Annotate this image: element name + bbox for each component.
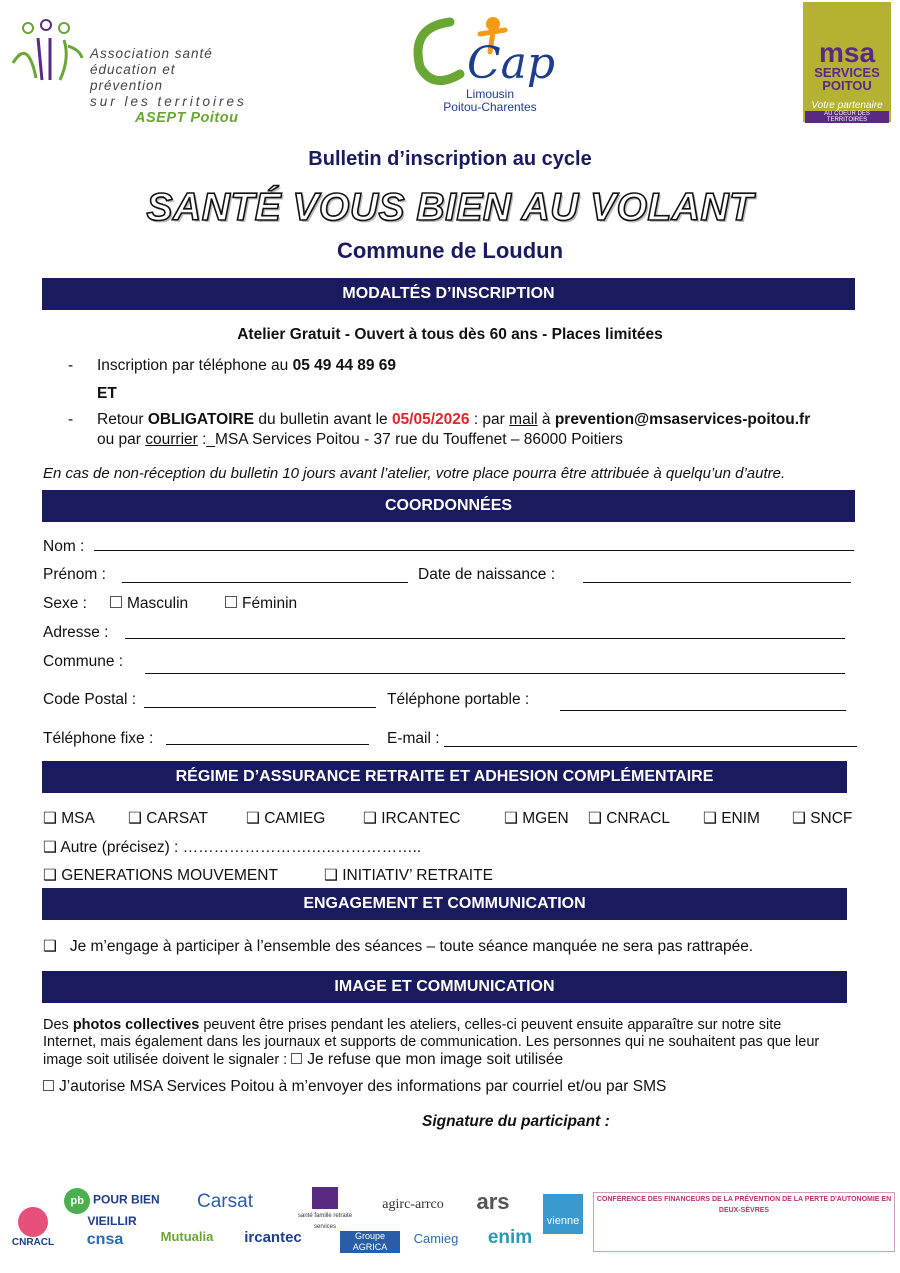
phone-number: 05 49 44 89 69: [292, 357, 397, 374]
option-ircantec[interactable]: ❑ IRCANTEC: [363, 810, 461, 827]
section-regime: RÉGIME D’ASSURANCE RETRAITE ET ADHESION COMPLÉMENTAIRE: [42, 761, 847, 793]
commune-title: Commune de Loudun: [336, 238, 564, 263]
logo-cnsa: cnsa: [86, 1231, 124, 1248]
logo-agirc-arrco: agirc-arrco: [382, 1197, 444, 1212]
image-para-2: Internet, mais également dans les journaux et supports de communication. Les personnes qui ne souhaitent pas que leur: [43, 1034, 820, 1050]
logo-cnracl: CNRACL: [8, 1207, 58, 1248]
form-title: Bulletin d’inscription au cycle: [308, 148, 592, 170]
logo-agrica: Groupe AGRICA: [340, 1231, 400, 1253]
msa-tagline: Votre partenaire: [811, 100, 883, 111]
field-commune[interactable]: [145, 673, 845, 674]
logo-mutualia: Mutualia: [160, 1229, 214, 1244]
field-prenom[interactable]: [122, 582, 408, 583]
label-tel-fixe: Téléphone fixe :: [43, 730, 154, 747]
field-naissance[interactable]: [583, 582, 851, 583]
cap-sub2: Poitou-Charentes: [443, 100, 537, 114]
option-initiativ[interactable]: ❑ INITIATIV’ RETRAITE: [324, 867, 493, 884]
option-sncf[interactable]: ❑ SNCF: [792, 810, 853, 827]
msa-line3: POITOU: [822, 78, 872, 93]
option-generations[interactable]: ❑ GENERATIONS MOUVEMENT: [43, 867, 278, 884]
logo-enim: enim: [487, 1227, 533, 1248]
cap-sub1: Limousin: [465, 87, 515, 101]
option-mgen[interactable]: ❑ MGEN: [504, 810, 569, 827]
asept-figures-icon: [8, 18, 88, 108]
field-nom[interactable]: [94, 550, 854, 551]
section-image: IMAGE ET COMMUNICATION: [42, 971, 847, 1003]
asept-logo: [8, 18, 253, 126]
msa-logo: [803, 2, 891, 122]
field-cp[interactable]: [144, 707, 376, 708]
checkbox-masculin[interactable]: Masculin: [110, 595, 188, 613]
modalites-item2-line2: ou par courrier :_MSA Services Poitou - 37 rue du Touffenet – 86000 Poitiers: [97, 431, 623, 448]
msa-line2: SERVICES: [814, 65, 880, 80]
msa-tagline2: AU COEUR DES TERRITOIRES: [805, 111, 889, 123]
option-camieg[interactable]: ❑ CAMIEG: [246, 810, 326, 827]
logo-pour-bien-vieillir: pb POUR BIEN VIEILLIR: [56, 1188, 168, 1228]
bullet-2: -: [68, 411, 74, 428]
logo-ars: ars: [476, 1189, 510, 1214]
checkbox-engagement[interactable]: ❑ Je m’engage à participer à l’ensemble des séances – toute séance manquée ne sera pas rattrapée.: [43, 938, 754, 955]
modalites-notice: En cas de non-réception du bulletin 10 jours avant l’atelier, votre place pourra être attribuée à quelqu’un d’autre.: [43, 465, 786, 482]
label-commune: Commune :: [43, 653, 124, 670]
option-cnracl[interactable]: ❑ CNRACL: [588, 810, 670, 827]
label-naissance: Date de naissance :: [418, 566, 556, 583]
label-tel-portable: Téléphone portable :: [387, 691, 530, 708]
asept-line1: Association santé: [90, 46, 213, 61]
logo-ircantec: ircantec: [244, 1229, 302, 1246]
modalites-et: ET: [97, 385, 117, 402]
section-modalites: MODALTÉS D’INSCRIPTION: [42, 278, 855, 310]
checkbox-autorise[interactable]: J’autorise MSA Services Poitou à m’envoyer des informations par courriel et/ou par SMS: [43, 1078, 666, 1096]
asept-line3: sur les territoires: [90, 94, 247, 109]
bullet-1: -: [68, 357, 74, 374]
field-tel-fixe[interactable]: [166, 744, 369, 745]
image-para-3: image soit utilisée doivent le signaler : Je refuse que mon image soit utilisée: [43, 1051, 564, 1068]
label-sexe: Sexe :: [43, 595, 87, 612]
section-coordonnees: COORDONNÉES: [42, 490, 855, 522]
checkbox-feminin[interactable]: Féminin: [225, 595, 297, 613]
section-engagement: ENGAGEMENT ET COMMUNICATION: [42, 888, 847, 920]
modalites-item2: Retour OBLIGATOIRE du bulletin avant le 05/05/2026 : par mail à prevention@msaservices-poitou.fr: [97, 411, 811, 428]
label-cp: Code Postal :: [43, 691, 137, 708]
image-para-1: Des photos collectives peuvent être prises pendant les ateliers, celles-ci peuvent ensuite apparaître sur notre site: [43, 1017, 782, 1033]
modalites-subtitle: Atelier Gratuit - Ouvert à tous dès 60 ans - Places limitées: [237, 326, 663, 343]
logo-carsat: Carsat: [197, 1191, 253, 1212]
logo-conference-financeurs: CONFÉRENCE DES FINANCEURS DE LA PRÉVENTION DE LA PERTE D'AUTONOMIE EN DEUX-SÈVRES: [593, 1192, 895, 1252]
deadline-date: 05/05/2026: [391, 411, 470, 428]
signature-label: Signature du participant :: [422, 1113, 610, 1130]
partner-logos: [0, 1183, 900, 1273]
asept-line4: ASEPT Poitou: [135, 110, 239, 126]
cap-logo: [405, 12, 580, 120]
checkbox-refuse-image[interactable]: Je refuse que mon image soit utilisée: [291, 1052, 563, 1068]
logo-sfrs: santé famille retraite services: [295, 1187, 355, 1231]
label-prenom: Prénom :: [43, 566, 106, 583]
modalites-item1: Inscription par téléphone au 05 49 44 89 69: [97, 357, 397, 374]
option-carsat[interactable]: ❑ CARSAT: [128, 810, 208, 827]
logo-vienne: vienne: [543, 1194, 583, 1234]
option-enim[interactable]: ❑ ENIM: [703, 810, 760, 827]
asept-line2: éducation et prévention: [90, 62, 176, 93]
cycle-title: SANTÉ VOUS BIEN AU VOLANT: [146, 186, 754, 229]
cap-word: Cap: [467, 38, 556, 89]
option-msa[interactable]: ❑ MSA: [43, 810, 95, 827]
msa-line1: msa: [818, 37, 876, 68]
label-email: E-mail :: [387, 730, 440, 747]
field-adresse[interactable]: [125, 638, 845, 639]
option-autre[interactable]: ❑ Autre (précisez) : …………………….…..……………..: [43, 839, 422, 856]
contact-email[interactable]: prevention@msaservices-poitou.fr: [554, 411, 811, 428]
field-tel-portable[interactable]: [560, 710, 846, 711]
field-email[interactable]: [444, 746, 857, 747]
label-nom: Nom :: [43, 538, 85, 555]
label-adresse: Adresse :: [43, 624, 109, 641]
logo-camieg: Camieg: [413, 1231, 459, 1246]
